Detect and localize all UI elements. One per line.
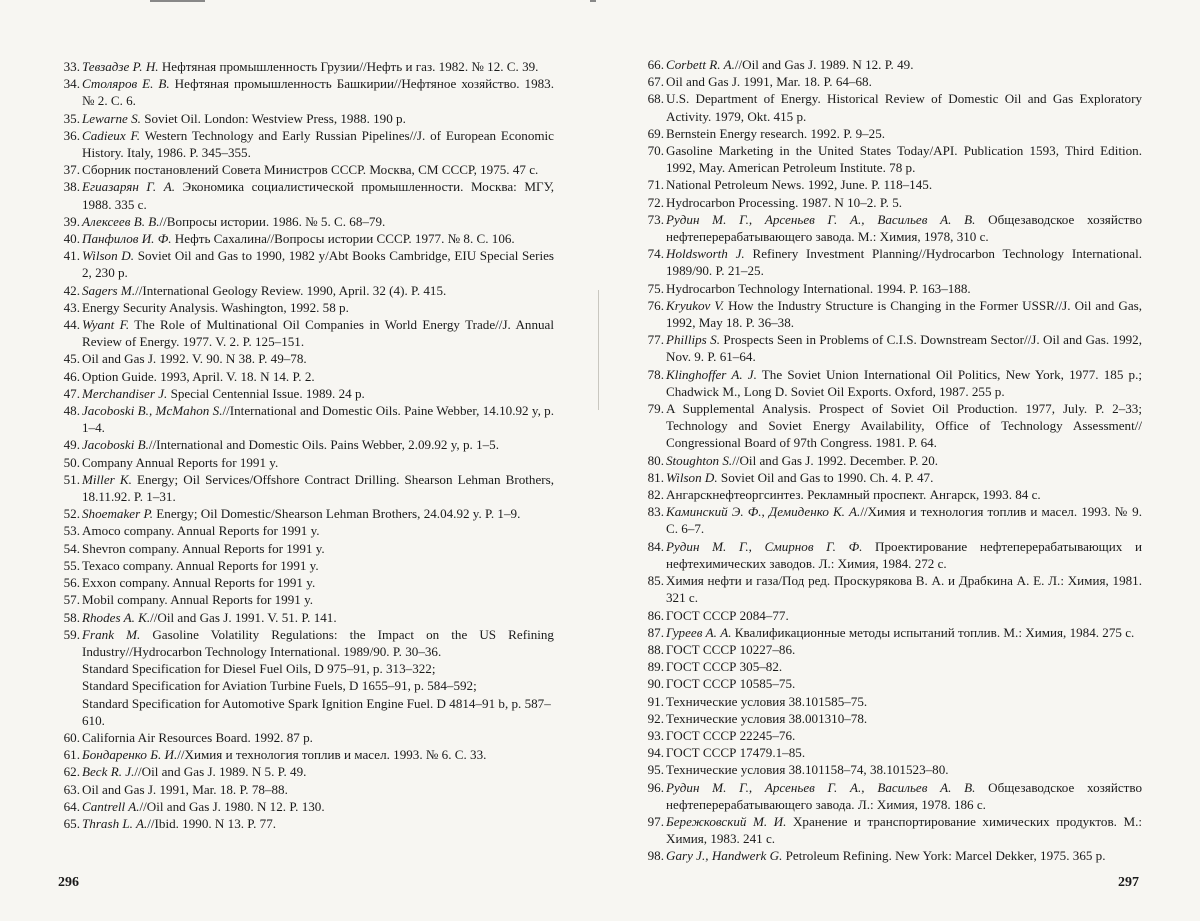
- reference-author: Holdsworth J.: [666, 246, 745, 262]
- reference-author: Miller K.: [82, 471, 132, 487]
- reference-item: [642, 761, 1142, 778]
- reference-text: Soviet Oil and Gas to 1990. Ch. 4. P. 47.: [717, 469, 934, 485]
- reference-item: [642, 486, 1142, 503]
- reference-number: 62.: [63, 764, 80, 780]
- reference-text: Energy; Oil Domestic/Shearson Lehman Brothers, 24.04.92 y. P. 1–9.: [153, 506, 521, 522]
- reference-text: ГОСТ СССР 10585–75.: [666, 676, 796, 692]
- reference-text: Общезаводское хозяйство нефтеперерабатывающего завода. Л.: Химия, 1978. 186 с.: [666, 779, 1143, 812]
- reference-item: [58, 75, 554, 109]
- reference-number: 67.: [647, 74, 664, 90]
- reference-number: 53.: [63, 523, 80, 539]
- reference-author: Phillips S.: [666, 332, 720, 348]
- reference-item: [58, 746, 554, 763]
- reference-number: 88.: [647, 641, 664, 657]
- reference-author: Kryukov V.: [666, 297, 725, 313]
- reference-subentry: Standard Specification for Automotive Spark Ignition Engine Fuel. D 4814–91 b, p. 587–610.: [82, 695, 551, 728]
- reference-item: [58, 247, 554, 281]
- reference-item: [58, 110, 554, 127]
- reference-item: [642, 366, 1142, 400]
- reference-item: [642, 693, 1142, 710]
- reference-author: Wilson D.: [666, 469, 718, 485]
- reference-item: [642, 779, 1142, 813]
- reference-number: 79.: [647, 401, 664, 417]
- reference-item: [642, 194, 1142, 211]
- reference-list: [58, 58, 554, 832]
- reference-text: Oil and Gas J. 1991, Mar. 18. P. 78–88.: [82, 781, 288, 797]
- reference-number: 70.: [647, 143, 664, 159]
- reference-item: [58, 213, 554, 230]
- reference-author: Rhodes A. K.: [82, 609, 151, 625]
- reference-text: Нефтяная промышленность Башкирии//Нефтяное хозяйство. 1983. № 2. С. 6.: [82, 76, 555, 109]
- reference-text: Oil and Gas J. 1991, Mar. 18. P. 64–68.: [666, 74, 872, 90]
- reference-number: 92.: [647, 710, 664, 726]
- reference-item: [58, 540, 554, 557]
- reference-text: California Air Resources Board. 1992. 87 p.: [82, 729, 313, 745]
- reference-text: The Soviet Union International Oil Politics, New York, 1977. 185 p.; Chadwick M., Long D. Soviet Oil Exports. Oxford, 1987. 255 p.: [666, 366, 1142, 399]
- reference-number: 38.: [63, 179, 80, 195]
- reference-text: Energy Security Analysis. Washington, 1992. 58 p.: [82, 299, 349, 315]
- reference-author: Corbett R. A.: [666, 57, 735, 72]
- reference-item: [58, 798, 554, 815]
- reference-item: [58, 299, 554, 316]
- reference-item: [58, 781, 554, 798]
- reference-number: 71.: [647, 177, 664, 193]
- reference-number: 82.: [647, 487, 664, 503]
- reference-text: //Химия и технология топлив и масел. 1993. № 9. С. 6–7.: [666, 504, 1142, 537]
- reference-number: 64.: [63, 798, 80, 814]
- reference-author: Каминский Э. Ф., Демиденко К. А.: [666, 504, 861, 520]
- reference-text: //International and Domestic Oils. Paine Webber, 14.10.92 y, p. 1–4.: [82, 403, 555, 436]
- reference-item: [58, 626, 554, 729]
- reference-item: [642, 744, 1142, 761]
- reference-author: Gary J., Handwerk G.: [666, 848, 783, 864]
- reference-number: 37.: [63, 162, 80, 178]
- reference-number: 83.: [647, 504, 664, 520]
- reference-author: Cadieux F.: [82, 127, 141, 143]
- reference-item: [58, 316, 554, 350]
- reference-item: [58, 609, 554, 626]
- reference-text: Проектирование нефтеперерабатывающих и нефтехимических заводов. Л.: Химия, 1984. 272 с.: [666, 538, 1142, 571]
- reference-text: Экономика социалистической промышленности. Москва: МГУ, 1988. 335 с.: [82, 179, 555, 212]
- reference-author: Гуреев А. А.: [666, 624, 732, 640]
- reference-text: Сборник постановлений Совета Министров СССР. Москва, СМ СССР, 1975. 47 с.: [82, 162, 539, 178]
- reference-number: 34.: [63, 76, 80, 92]
- reference-text: National Petroleum News. 1992, June. P. 118–145.: [666, 177, 933, 193]
- reference-item: [58, 230, 554, 247]
- reference-item: [642, 400, 1142, 452]
- reference-text: Mobil company. Annual Reports for 1991 y.: [82, 592, 314, 608]
- reference-text: Gasoline Marketing in the United States Today/API. Publication 1593, Third Edition. 1992, May. American Petroleum Institute. 78 p.: [666, 143, 1142, 176]
- reference-item: [58, 282, 554, 299]
- reference-item: [58, 127, 554, 161]
- reference-item: [58, 557, 554, 574]
- reference-number: 40.: [63, 231, 80, 247]
- reference-number: 75.: [647, 280, 664, 296]
- reference-item: [58, 815, 554, 832]
- reference-item: [642, 90, 1142, 124]
- reference-item: [642, 847, 1142, 864]
- reference-text: //International and Domestic Oils. Pains Webber, 2.09.92 y, p. 1–5.: [148, 437, 499, 453]
- reference-item: [642, 538, 1142, 572]
- reference-text: Нефтяная промышленность Грузии//Нефть и газ. 1982. № 12. С. 39.: [158, 59, 539, 74]
- reference-number: 90.: [647, 676, 664, 692]
- reference-item: [58, 436, 554, 453]
- reference-item: [58, 574, 554, 591]
- reference-item: [58, 522, 554, 539]
- reference-number: 57.: [63, 592, 80, 608]
- reference-item: [642, 73, 1142, 90]
- reference-number: 58.: [63, 609, 80, 625]
- reference-number: 35.: [63, 110, 80, 126]
- reference-number: 69.: [647, 125, 664, 141]
- reference-item: [58, 454, 554, 471]
- reference-number: 61.: [63, 747, 80, 763]
- reference-number: 76.: [647, 297, 664, 313]
- reference-number: 77.: [647, 332, 664, 348]
- reference-text: Western Technology and Early Russian Pipelines//J. of European Economic History. Italy, 1986. P. 345–355.: [82, 127, 554, 161]
- reference-text: Ангарскнефтеоргсинтез. Рекламный проспект. Ангарск, 1993. 84 с.: [666, 487, 1041, 503]
- reference-item: [642, 176, 1142, 193]
- reference-item: [642, 624, 1142, 641]
- reference-item: [58, 368, 554, 385]
- reference-item: [642, 727, 1142, 744]
- reference-text: ГОСТ СССР 2084–77.: [666, 607, 789, 623]
- reference-text: Технические условия 38.101158–74, 38.101523–80.: [666, 762, 949, 778]
- reference-text: Gasoline Volatility Regulations: the Impact on the US Refining Industry//Hydrocarbon Technology International. 1989/90. P. 30–36.: [82, 626, 554, 659]
- reference-number: 36.: [63, 127, 80, 143]
- reference-text: Prospects Seen in Problems of C.I.S. Downstream Sector//J. Oil and Gas. 1992, Nov. 9. P. 61–64.: [666, 332, 1142, 365]
- reference-author: Панфилов И. Ф.: [82, 231, 172, 247]
- reference-text: Texaco company. Annual Reports for 1991 y.: [82, 557, 319, 573]
- reference-text: A Supplemental Analysis. Prospect of Soviet Oil Production. 1977, July. P. 2–33; Technology and Soviet Energy Availability, Office of Technology Assessment// Congressional Board of 97th Congress. 1981. P. 64.: [666, 401, 1142, 451]
- reference-item: [58, 505, 554, 522]
- reference-number: 80.: [647, 452, 664, 468]
- reference-author: Sagers M.: [82, 282, 136, 298]
- reference-number: 73.: [647, 211, 664, 227]
- reference-number: 49.: [63, 437, 80, 453]
- reference-item: [58, 385, 554, 402]
- reference-item: [642, 297, 1142, 331]
- reference-number: 87.: [647, 624, 664, 640]
- reference-author: Merchandiser J.: [82, 385, 168, 401]
- page-number: 296: [58, 875, 79, 890]
- page-gutter: [598, 290, 599, 410]
- reference-item: [642, 607, 1142, 624]
- reference-item: [58, 178, 554, 212]
- reference-text: Химия нефти и газа/Под ред. Проскурякова В. А. и Драбкина А. Е. Л.: Химия, 1981. 321 с.: [666, 573, 1142, 606]
- reference-number: 91.: [647, 693, 664, 709]
- reference-item: [58, 471, 554, 505]
- reference-item: [58, 402, 554, 436]
- reference-number: 33.: [63, 59, 80, 74]
- reference-text: Технические условия 38.001310–78.: [666, 710, 868, 726]
- reference-item: [642, 658, 1142, 675]
- reference-author: Jacoboski B.: [82, 437, 149, 453]
- reference-number: 42.: [63, 282, 80, 298]
- reference-text: Amoco company. Annual Reports for 1991 y.: [82, 523, 320, 539]
- reference-text: ГОСТ СССР 305–82.: [666, 659, 783, 675]
- reference-author: Рудин М. Г., Арсеньев Г. А., Васильев А. В.: [666, 779, 976, 795]
- reference-author: Klinghoffer A. J.: [666, 366, 757, 382]
- reference-text: Хранение и транспортирование химических продуктов. М.: Химия, 1983. 241 с.: [666, 813, 1142, 847]
- reference-number: 59.: [63, 626, 80, 642]
- reference-number: 54.: [63, 540, 80, 556]
- reference-number: 45.: [63, 351, 80, 367]
- reference-author: Бережковский М. И.: [666, 813, 787, 829]
- reference-number: 85.: [647, 573, 664, 589]
- reference-text: Option Guide. 1993, April. V. 18. N 14. P. 2.: [82, 368, 315, 384]
- reference-item: [642, 675, 1142, 692]
- reference-number: 93.: [647, 727, 664, 743]
- reference-author: Егиазарян Г. А.: [82, 179, 175, 195]
- reference-number: 52.: [63, 506, 80, 522]
- reference-number: 95.: [647, 762, 664, 778]
- reference-item: [58, 729, 554, 746]
- reference-text: Soviet Oil and Gas to 1990, 1982 y/Abt Books Cambridge, EIU Special Series 2, 230 p.: [82, 248, 555, 281]
- reference-list: [642, 56, 1142, 865]
- reference-text: Нефть Сахалина//Вопросы истории СССР. 1977. № 8. С. 106.: [171, 231, 515, 247]
- reference-number: 65.: [63, 815, 80, 831]
- reference-text: //Химия и технология топлив и масел. 1993. № 6. С. 33.: [177, 747, 487, 763]
- reference-number: 68.: [647, 91, 664, 107]
- reference-number: 50.: [63, 454, 80, 470]
- reference-item: [642, 641, 1142, 658]
- reference-text: Petroleum Refining. New York: Marcel Dekker, 1975. 365 p.: [782, 848, 1106, 864]
- reference-number: 47.: [63, 385, 80, 401]
- reference-author: Рудин М. Г., Смирнов Г. Ф.: [666, 538, 863, 554]
- reference-text: Oil and Gas J. 1992. V. 90. N 38. P. 49–78.: [82, 351, 307, 367]
- reference-number: 41.: [63, 248, 80, 264]
- reference-text: //Oil and Gas J. 1989. N 12. P. 49.: [734, 57, 914, 72]
- reference-text: How the Industry Structure is Changing in the Former USSR//J. Oil and Gas, 1992, May 18. P. 36–38.: [666, 297, 1142, 331]
- reference-number: 43.: [63, 299, 80, 315]
- reference-author: Beck R. J.: [82, 764, 135, 780]
- reference-text: Bernstein Energy research. 1992. P. 9–25.: [666, 125, 886, 141]
- reference-item: [642, 452, 1142, 469]
- reference-item: [642, 813, 1142, 847]
- reference-item: [642, 280, 1142, 297]
- reference-author: Wilson D.: [82, 248, 135, 264]
- reference-item: [642, 503, 1142, 537]
- reference-number: 78.: [647, 366, 664, 382]
- reference-item: [642, 142, 1142, 176]
- reference-author: Shoemaker P.: [82, 506, 154, 522]
- reference-text: Общезаводское хозяйство нефтеперерабатывающего завода. М.: Химия, 1978, 310 с.: [666, 211, 1143, 245]
- reference-author: Thrash L. A.: [82, 815, 148, 831]
- page-number: 297: [1118, 875, 1139, 890]
- reference-number: 84.: [647, 538, 664, 554]
- reference-item: [642, 710, 1142, 727]
- reference-text: ГОСТ СССР 17479.1–85.: [666, 745, 806, 761]
- reference-item: [58, 350, 554, 367]
- reference-author: Jacoboski B., McMahon S.: [82, 403, 223, 419]
- reference-number: 51.: [63, 471, 80, 487]
- reference-author: Frank M.: [82, 626, 141, 642]
- reference-author: Бондаренко Б. И.: [82, 747, 178, 763]
- reference-item: [642, 469, 1142, 486]
- reference-subentry: Standard Specification for Aviation Turbine Fuels, D 1655–91, p. 584–592;: [82, 678, 477, 694]
- reference-text: ГОСТ СССР 22245–76.: [666, 727, 796, 743]
- reference-text: //Oil and Gas J. 1992. December. P. 20.: [732, 452, 939, 468]
- reference-text: Exxon company. Annual Reports for 1991 y.: [82, 575, 316, 591]
- reference-text: Energy; Oil Services/Offshore Contract Drilling. Shearson Lehman Brothers, 18.11.92. P. 1–31.: [82, 471, 554, 505]
- reference-text: The Role of Multinational Oil Companies in World Energy Trade//J. Annual Review of Energy. 1977. V. 2. P. 125–151.: [82, 317, 554, 350]
- reference-number: 56.: [63, 575, 80, 591]
- right-page: [600, 0, 1200, 921]
- reference-text: Квалификационные методы испытаний топлив. М.: Химия, 1984. 275 с.: [731, 624, 1135, 640]
- reference-number: 48.: [63, 403, 80, 419]
- reference-number: 81.: [647, 469, 664, 485]
- reference-item: [642, 125, 1142, 142]
- reference-number: 63.: [63, 781, 80, 797]
- reference-text: //Oil and Gas J. 1989. N 5. P. 49.: [134, 764, 307, 780]
- reference-text: U.S. Department of Energy. Historical Review of Domestic Oil and Gas Exploratory Activity. 1979, Okt. 415 p.: [666, 91, 1142, 124]
- reference-subentry: Standard Specification for Diesel Fuel Oils, D 975–91, p. 313–322;: [82, 661, 436, 677]
- reference-item: [58, 58, 554, 75]
- reference-number: 39.: [63, 213, 80, 229]
- reference-author: Столяров Е. В.: [82, 76, 170, 92]
- reference-item: [642, 211, 1142, 245]
- reference-item: [642, 572, 1142, 606]
- reference-author: Wyant F.: [82, 317, 130, 333]
- reference-number: 86.: [647, 607, 664, 623]
- reference-number: 94.: [647, 745, 664, 761]
- reference-number: 66.: [647, 57, 664, 72]
- reference-item: [642, 56, 1142, 73]
- reference-item: [58, 763, 554, 780]
- reference-text: Hydrocarbon Processing. 1987. N 10–2. P. 5.: [666, 194, 903, 210]
- reference-text: Special Centennial Issue. 1989. 24 p.: [167, 385, 365, 401]
- reference-text: Shevron company. Annual Reports for 1991 y.: [82, 540, 325, 556]
- reference-author: Cantrell A.: [82, 798, 140, 814]
- reference-text: Refinery Investment Planning//Hydrocarbon Technology International. 1989/90. P. 21–25.: [666, 246, 1143, 279]
- reference-number: 55.: [63, 557, 80, 573]
- reference-item: [642, 331, 1142, 365]
- reference-text: ГОСТ СССР 10227–86.: [666, 641, 796, 657]
- reference-text: Soviet Oil. London: Westview Press, 1988. 190 p.: [140, 110, 406, 126]
- reference-item: [58, 591, 554, 608]
- reference-number: 46.: [63, 368, 80, 384]
- reference-text: Hydrocarbon Technology International. 1994. P. 163–188.: [666, 280, 971, 296]
- reference-item: [58, 161, 554, 178]
- reference-text: //Ibid. 1990. N 13. P. 77.: [147, 815, 277, 831]
- reference-number: 96.: [647, 779, 664, 795]
- reference-author: Рудин М. Г., Арсеньев Г. А., Васильев А. В.: [666, 211, 976, 227]
- reference-number: 72.: [647, 194, 664, 210]
- reference-text: //Вопросы истории. 1986. № 5. С. 68–79.: [159, 213, 386, 229]
- reference-number: 89.: [647, 659, 664, 675]
- reference-text: //Oil and Gas J. 1980. N 12. P. 130.: [139, 798, 325, 814]
- reference-number: 44.: [63, 317, 80, 333]
- reference-text: Технические условия 38.101585–75.: [666, 693, 868, 709]
- reference-author: Lewarne S.: [82, 110, 141, 126]
- reference-number: 60.: [63, 729, 80, 745]
- reference-text: Company Annual Reports for 1991 y.: [82, 454, 279, 470]
- reference-number: 97.: [647, 813, 664, 829]
- reference-text: //Oil and Gas J. 1991. V. 51. P. 141.: [150, 609, 337, 625]
- reference-text: //International Geology Review. 1990, April. 32 (4). P. 415.: [135, 282, 447, 298]
- reference-author: Stoughton S.: [666, 452, 733, 468]
- reference-author: Алексеев В. В.: [82, 213, 160, 229]
- reference-number: 98.: [647, 848, 664, 864]
- reference-author: Тевзадзе Р. Н.: [82, 59, 159, 74]
- reference-item: [642, 245, 1142, 279]
- reference-number: 74.: [647, 246, 664, 262]
